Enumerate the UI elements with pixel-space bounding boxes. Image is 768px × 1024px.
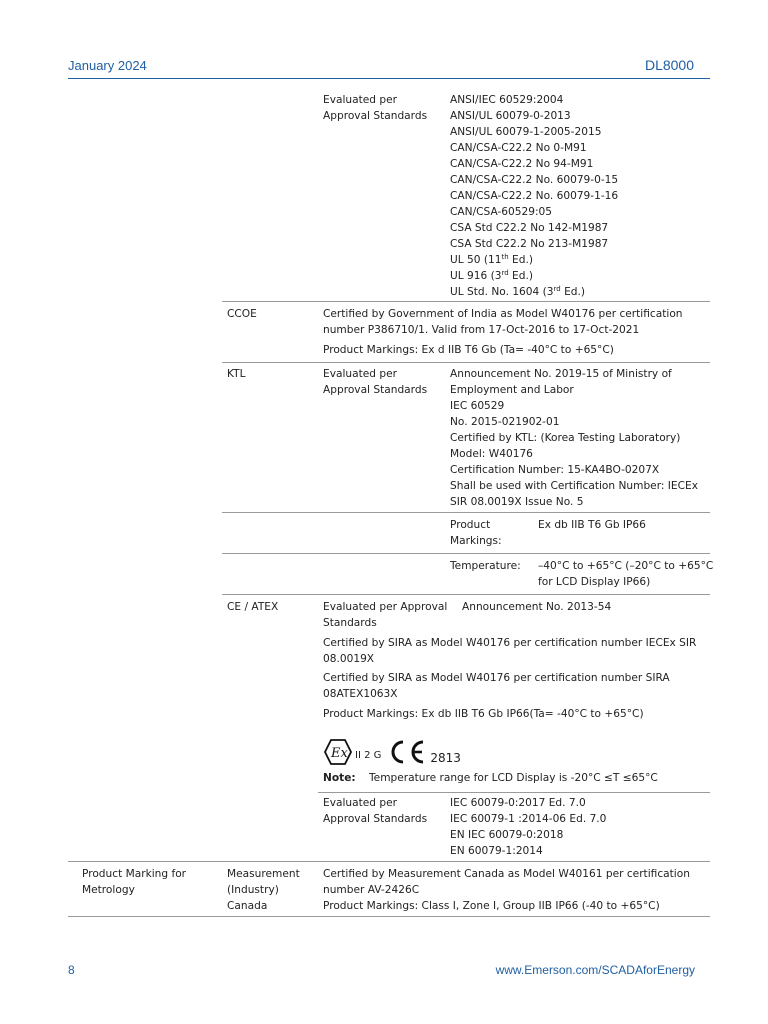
ce-atex-iecex-cert: Certified by SIRA as Model W40176 per certification number IECEx SIR 08.0019X (323, 637, 697, 665)
ce-atex-evaluated-label-2: Evaluated per Approval Standards (323, 797, 428, 825)
metrology-certification: Certified by Measurement Canada as Model W40161 per certification number AV-2426C Product Markings: Class I, Zone I, Group IIB IP66 (-40 to +65°C) (323, 868, 690, 912)
footer-page-number: 8 (68, 963, 75, 977)
divider-ccoe-bottom (222, 362, 710, 363)
standard-item: CAN/CSA-C22.2 No. 60079-1-16 (450, 190, 619, 202)
ce-mark-icon (385, 738, 429, 766)
ccoe-name: CCOE (227, 308, 257, 320)
notified-body-number: 2813 (430, 751, 461, 765)
standard-item-ul1604: UL Std. No. 1604 (3rd Ed.) (450, 285, 586, 298)
divider-ktl-bottom (222, 594, 710, 595)
ktl-details: Announcement No. 2019-15 of Ministry of Employment and Labor IEC 60529 No. 2015-021902-01 Certified by KTL: (Korea Testing Laboratory) Model: W40176 Certification Number: 15-KA4BO-0207X Shall be used with Certification Number: IECEx SIR 08.0019X Issue No. 5 (450, 368, 698, 508)
standard-item: CAN/CSA-C22.2 No 94-M91 (450, 158, 594, 170)
divider-ktl-b (222, 553, 710, 554)
ce-atex-standards-list (450, 795, 606, 859)
divider-ce-a (318, 792, 710, 793)
csa-standards-list (450, 92, 618, 300)
ktl-markings-value: Ex db IIB T6 Gb IP66 (538, 519, 646, 531)
standard-item: IEC 60079-1 :2014-06 Ed. 7.0 (450, 813, 607, 825)
divider-table-bottom (68, 916, 710, 917)
standard-item: ANSI/UL 60079-0-2013 (450, 110, 571, 122)
metrology-category: Product Marking for Metrology (82, 868, 187, 896)
standard-item-ul916: UL 916 (3rd Ed.) (450, 269, 533, 282)
standard-item-ul50: UL 50 (11th Ed.) (450, 253, 533, 266)
ccoe-certification: Certified by Government of India as Model W40176 per certification number P386710/1. Valid from 17-Oct-2016 to 17-Oct-2021 (323, 308, 683, 336)
standard-item: ANSI/UL 60079-1-2005-2015 (450, 126, 602, 138)
ktl-name: KTL (227, 368, 246, 380)
note-text: Temperature range for LCD Display is -20°C ≤T ≤65°C (369, 772, 658, 784)
ktl-markings-label: Product Markings: (450, 519, 502, 547)
standard-item: CAN/CSA-C22.2 No 0-M91 (450, 142, 587, 154)
ktl-temperature-label: Temperature: (450, 560, 521, 572)
csa-evaluated-label: Evaluated per Approval Standards (323, 94, 428, 122)
ce-atex-evaluated-label: Evaluated per Approval Standards (323, 601, 448, 629)
footer-website-link[interactable]: www.Emerson.com/SCADAforEnergy (495, 963, 695, 977)
standard-item: IEC 60079-0:2017 Ed. 7.0 (450, 797, 586, 809)
ce-atex-announcement: Announcement No. 2013-54 (462, 601, 612, 613)
ce-atex-name: CE / ATEX (227, 601, 279, 613)
note-label: Note: (323, 772, 356, 784)
metrology-markings: Product Markings: Class I, Zone I, Group IIB IP66 (-40 to +65°C) (323, 900, 660, 912)
header-product: DL8000 (644, 57, 694, 73)
standard-item: CAN/CSA-C22.2 No. 60079-0-15 (450, 174, 619, 186)
ce-atex-note (323, 770, 658, 786)
standard-item: CAN/CSA-60529:05 (450, 206, 553, 218)
standard-item: ANSI/IEC 60529:2004 (450, 94, 564, 106)
certification-marks (323, 732, 461, 766)
atex-category: II 2 G (355, 750, 382, 761)
ex-hexagon-icon (323, 738, 353, 766)
divider-ce-bottom (68, 861, 710, 862)
metrology-name: Measurement (Industry) Canada (227, 868, 300, 912)
ce-atex-sira-cert: Certified by SIRA as Model W40176 per certification number SIRA 08ATEX1063X (323, 672, 670, 700)
svg-text:Ex: Ex (331, 746, 348, 761)
standard-item: EN IEC 60079-0:2018 (450, 829, 564, 841)
standard-item: CSA Std C22.2 No 213-M1987 (450, 238, 609, 250)
header-date: January 2024 (68, 58, 147, 73)
divider-csa-bottom (222, 301, 710, 302)
ktl-temperature-value: –40°C to +65°C (–20°C to +65°C for LCD Display IP66) (538, 560, 714, 588)
ce-atex-markings: Product Markings: Ex db IIB T6 Gb IP66(Ta= -40°C to +65°C) (323, 708, 644, 720)
ccoe-markings: Product Markings: Ex d IIB T6 Gb (Ta= -40°C to +65°C) (323, 344, 614, 356)
divider-ktl-a (222, 512, 710, 513)
standard-item: CSA Std C22.2 No 142-M1987 (450, 222, 609, 234)
ktl-evaluated-label: Evaluated per Approval Standards (323, 368, 428, 396)
header-rule (68, 78, 710, 79)
standard-item: EN 60079-1:2014 (450, 845, 543, 857)
